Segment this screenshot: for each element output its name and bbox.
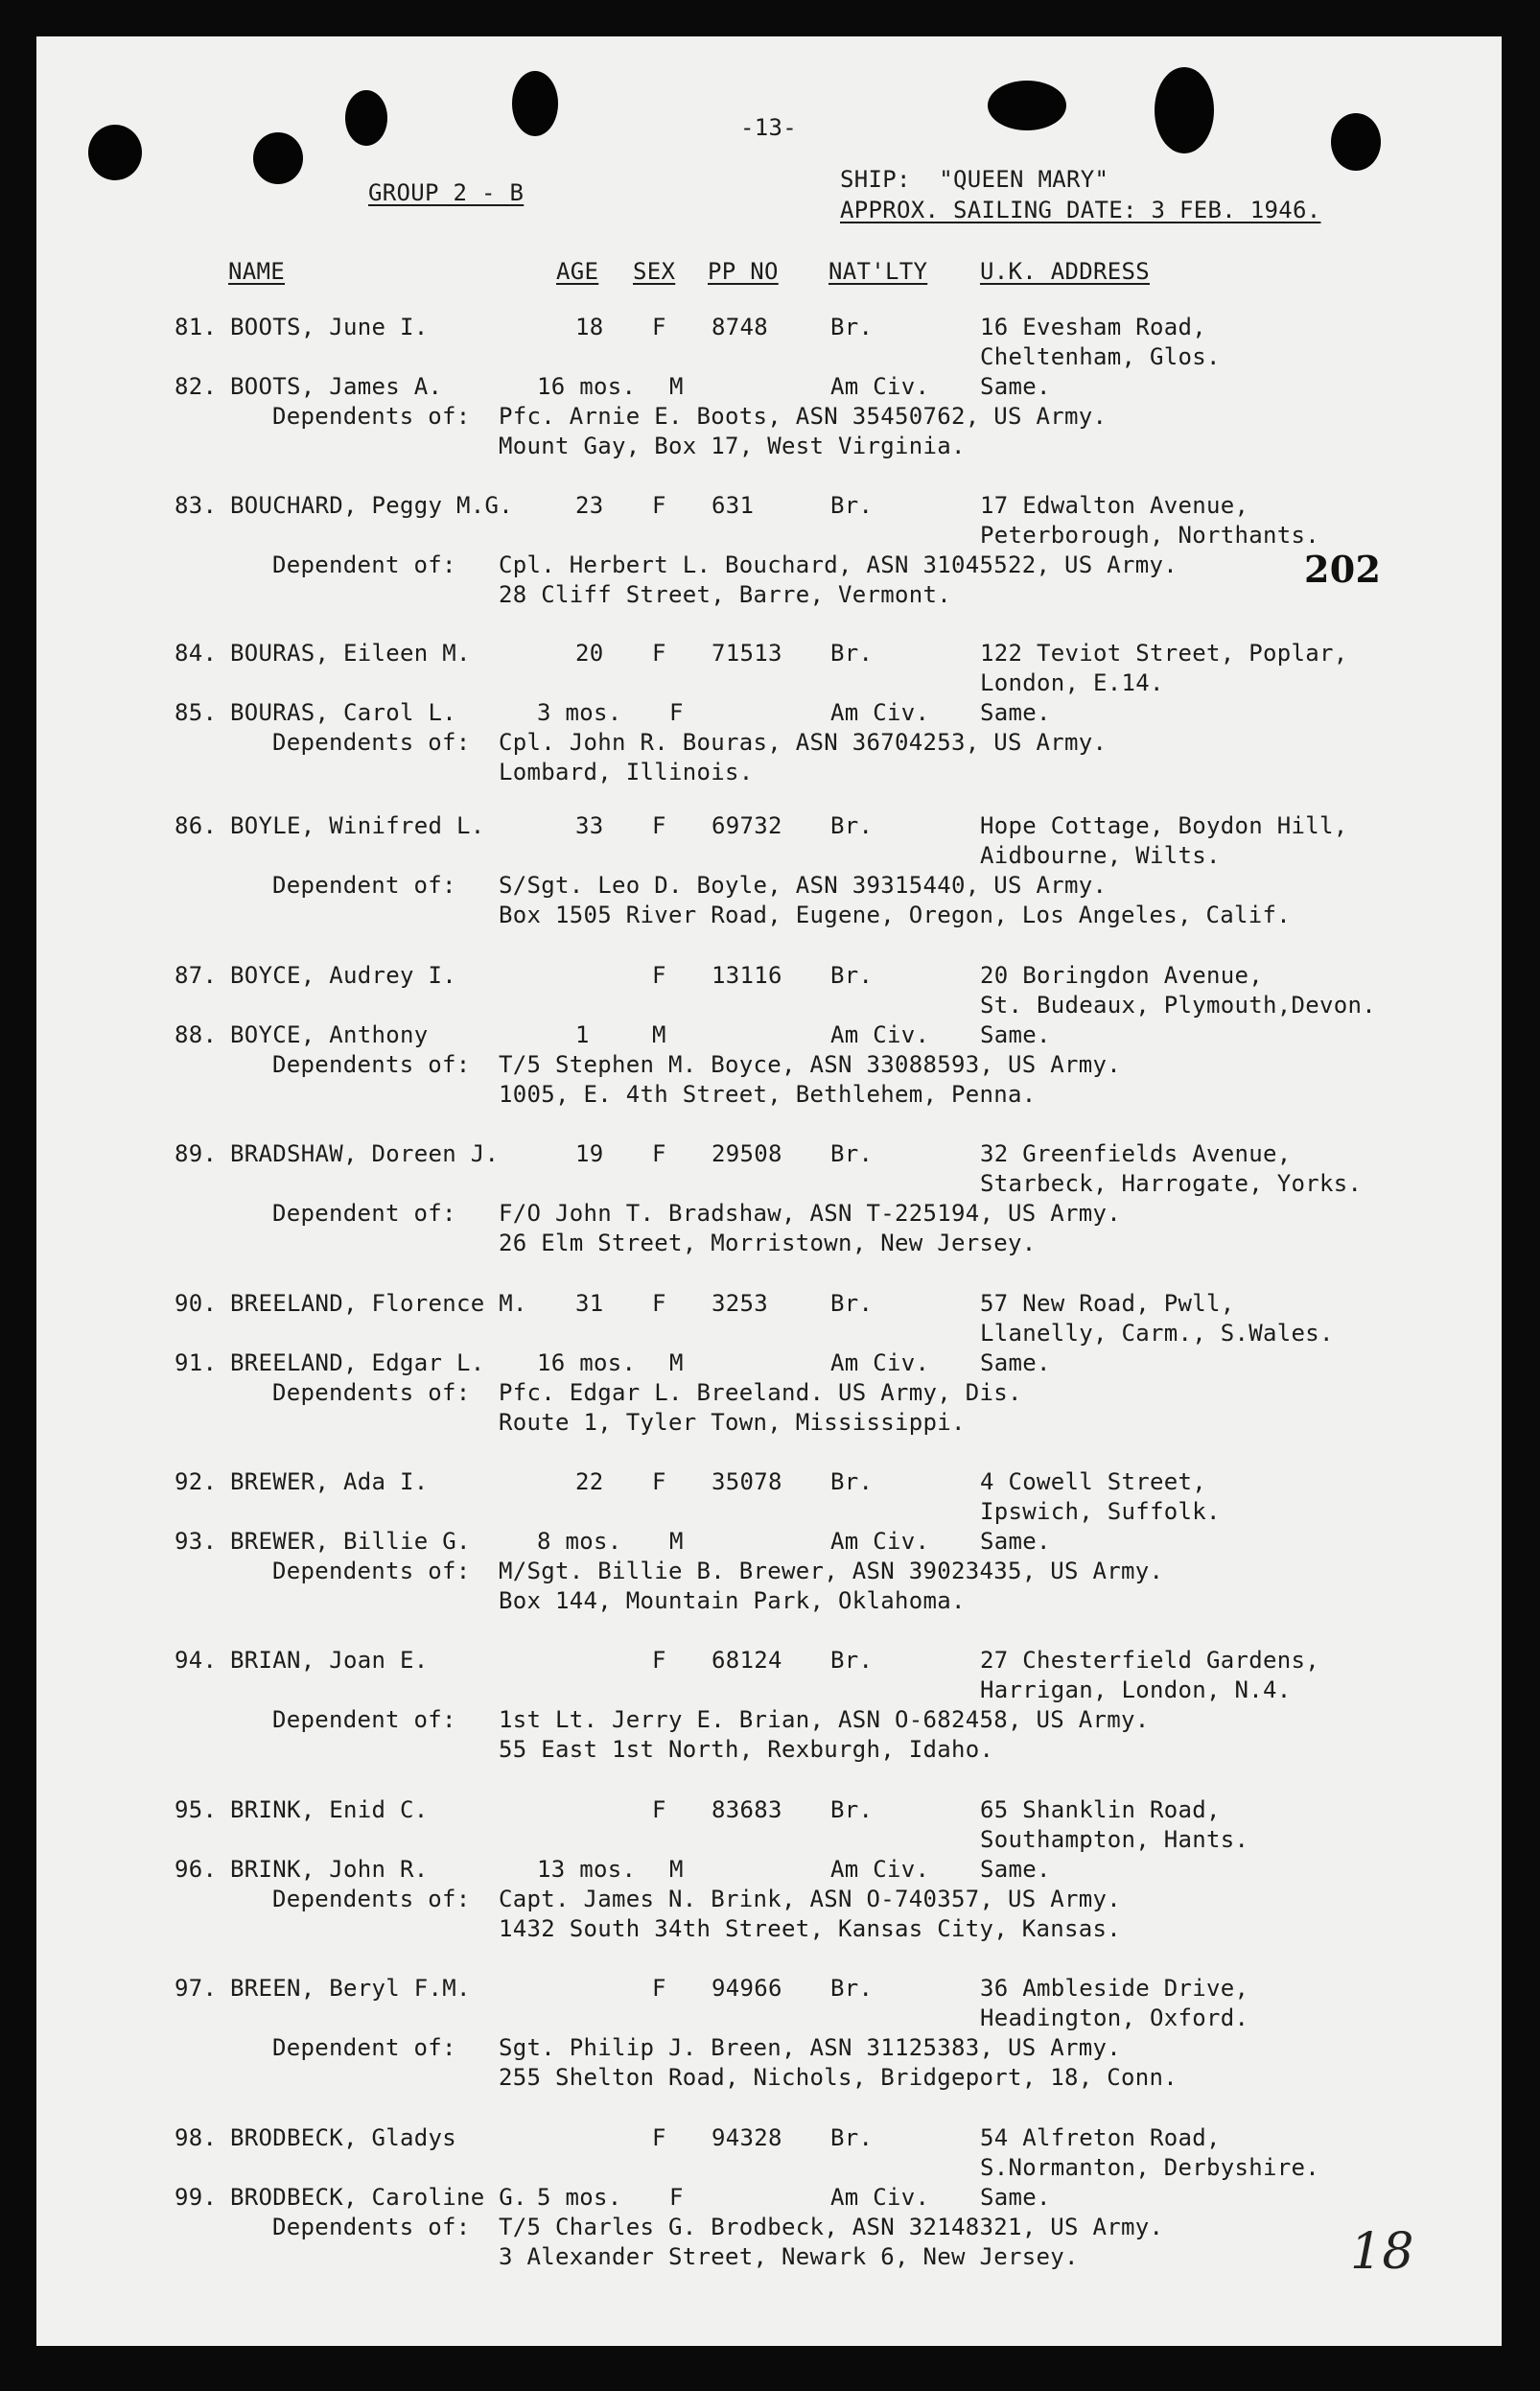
row-number: 94.	[175, 1647, 218, 1674]
passenger-name: BREELAND, Florence M.	[230, 1290, 527, 1317]
passenger-name: BOUCHARD, Peggy M.G.	[230, 492, 513, 519]
passport-number: 35078	[712, 1468, 782, 1495]
row-number: 98.	[175, 2124, 218, 2151]
passenger-sex: F	[652, 314, 666, 340]
uk-address-line: Harrigan, London, N.4.	[980, 1676, 1292, 1703]
passenger-sex: F	[652, 1647, 666, 1674]
dependent-label: Dependent of:	[272, 872, 456, 899]
ship-line: SHIP: "QUEEN MARY"	[840, 166, 1109, 193]
passenger-sex: F	[652, 1468, 666, 1495]
nationality: Am Civ.	[830, 2184, 930, 2211]
passenger-name: BREWER, Billie G.	[230, 1528, 471, 1555]
passenger-age: 3 mos.	[537, 699, 622, 726]
passenger-name: BOOTS, James A.	[230, 373, 443, 400]
uk-address-line: Same.	[980, 1528, 1051, 1555]
sailing-date-line: APPROX. SAILING DATE: 3 FEB. 1946.	[840, 197, 1321, 223]
uk-address-line: Same.	[980, 1349, 1051, 1376]
passenger-sex: M	[652, 1021, 666, 1048]
nationality: Br.	[830, 1796, 874, 1823]
uk-address-line: 32 Greenfields Avenue,	[980, 1140, 1292, 1167]
dependent-of-line: 26 Elm Street, Morristown, New Jersey.	[499, 1230, 1037, 1256]
nationality: Am Civ.	[830, 373, 930, 400]
passenger-age: 1	[575, 1021, 590, 1048]
row-number: 91.	[175, 1349, 218, 1376]
dependent-label: Dependents of:	[272, 1379, 471, 1406]
dependent-label: Dependent of:	[272, 551, 456, 578]
passport-number: 71513	[712, 640, 782, 667]
dependent-of-line: Pfc. Edgar L. Breeland. US Army, Dis.	[499, 1379, 1022, 1406]
dependent-of-line: Route 1, Tyler Town, Mississippi.	[499, 1409, 966, 1436]
passenger-name: BREEN, Beryl F.M.	[230, 1975, 471, 2002]
nationality: Br.	[830, 962, 874, 989]
dependent-of-line: Cpl. John R. Bouras, ASN 36704253, US Army.	[499, 729, 1108, 756]
punch-hole	[1155, 67, 1214, 153]
passenger-name: BREELAND, Edgar L.	[230, 1349, 485, 1376]
dependent-of-line: 55 East 1st North, Rexburgh, Idaho.	[499, 1736, 994, 1763]
passenger-sex: F	[669, 2184, 684, 2211]
passenger-sex: F	[652, 1975, 666, 2002]
punch-hole	[1331, 113, 1381, 171]
group-label: GROUP 2 - B	[368, 179, 525, 206]
uk-address-line: Headington, Oxford.	[980, 2004, 1249, 2031]
dependent-of-line: Box 144, Mountain Park, Oklahoma.	[499, 1587, 966, 1614]
passenger-name: BOOTS, June I.	[230, 314, 429, 340]
column-header-age: AGE	[556, 258, 599, 285]
nationality: Br.	[830, 1140, 874, 1167]
uk-address-line: Hope Cottage, Boydon Hill,	[980, 812, 1348, 839]
uk-address-line: S.Normanton, Derbyshire.	[980, 2154, 1319, 2181]
row-number: 90.	[175, 1290, 218, 1317]
page-number: -13-	[740, 114, 797, 141]
uk-address-line: Same.	[980, 1021, 1051, 1048]
nationality: Br.	[830, 314, 874, 340]
punch-hole	[988, 81, 1066, 130]
passport-number: 94966	[712, 1975, 782, 2002]
dependent-label: Dependents of:	[272, 1051, 471, 1078]
row-number: 89.	[175, 1140, 218, 1167]
passenger-age: 8 mos.	[537, 1528, 622, 1555]
uk-address-line: Ipswich, Suffolk.	[980, 1498, 1221, 1525]
column-header-nationality: NAT'LTY	[828, 258, 928, 285]
passenger-name: BOYLE, Winifred L.	[230, 812, 485, 839]
uk-address-line: St. Budeaux, Plymouth,Devon.	[980, 992, 1376, 1019]
column-header-address: U.K. ADDRESS	[980, 258, 1150, 285]
dependent-of-line: 1005, E. 4th Street, Bethlehem, Penna.	[499, 1081, 1037, 1108]
dependent-label: Dependent of:	[272, 1706, 456, 1733]
nationality: Am Civ.	[830, 1528, 930, 1555]
passenger-age: 18	[575, 314, 604, 340]
passenger-age: 31	[575, 1290, 604, 1317]
dependent-label: Dependents of:	[272, 403, 471, 430]
dependent-of-line: 255 Shelton Road, Nichols, Bridgeport, 18, Conn.	[499, 2064, 1178, 2091]
uk-address-line: Starbeck, Harrogate, Yorks.	[980, 1170, 1363, 1197]
uk-address-line: Same.	[980, 699, 1051, 726]
passenger-age: 20	[575, 640, 604, 667]
dependent-of-line: Sgt. Philip J. Breen, ASN 31125383, US Army.	[499, 2034, 1121, 2061]
dependent-of-line: Capt. James N. Brink, ASN O-740357, US Army.	[499, 1886, 1121, 1912]
row-number: 95.	[175, 1796, 218, 1823]
passenger-sex: F	[652, 812, 666, 839]
passenger-age: 22	[575, 1468, 604, 1495]
row-number: 85.	[175, 699, 218, 726]
nationality: Am Civ.	[830, 1021, 930, 1048]
passenger-sex: M	[669, 373, 684, 400]
punch-hole	[512, 71, 558, 136]
passport-number: 83683	[712, 1796, 782, 1823]
row-number: 99.	[175, 2184, 218, 2211]
dependent-of-line: Pfc. Arnie E. Boots, ASN 35450762, US Army.	[499, 403, 1108, 430]
passenger-age: 5 mos.	[537, 2184, 622, 2211]
passenger-sex: M	[669, 1349, 684, 1376]
row-number: 96.	[175, 1856, 218, 1883]
row-number: 93.	[175, 1528, 218, 1555]
uk-address-line: Aidbourne, Wilts.	[980, 842, 1221, 869]
row-number: 83.	[175, 492, 218, 519]
passport-number: 68124	[712, 1647, 782, 1674]
passport-number: 13116	[712, 962, 782, 989]
column-header-name: NAME	[228, 258, 285, 285]
dependent-of-line: 28 Cliff Street, Barre, Vermont.	[499, 581, 951, 608]
row-number: 81.	[175, 314, 218, 340]
row-number: 88.	[175, 1021, 218, 1048]
uk-address-line: Same.	[980, 2184, 1051, 2211]
passenger-sex: M	[669, 1528, 684, 1555]
passenger-sex: F	[652, 1796, 666, 1823]
dependent-label: Dependents of:	[272, 2214, 471, 2240]
passenger-sex: F	[652, 492, 666, 519]
nationality: Br.	[830, 1290, 874, 1317]
passport-number: 69732	[712, 812, 782, 839]
passenger-name: BREWER, Ada I.	[230, 1468, 429, 1495]
passenger-age: 16 mos.	[537, 1349, 637, 1376]
passport-number: 631	[712, 492, 755, 519]
dependent-of-line: T/5 Stephen M. Boyce, ASN 33088593, US Army.	[499, 1051, 1121, 1078]
nationality: Am Civ.	[830, 699, 930, 726]
uk-address-line: 36 Ambleside Drive,	[980, 1975, 1249, 2002]
punch-hole	[253, 132, 303, 184]
dependent-of-line: Cpl. Herbert L. Bouchard, ASN 31045522, US Army.	[499, 551, 1178, 578]
stamp-number: 202	[1304, 548, 1382, 591]
dependent-label: Dependent of:	[272, 2034, 456, 2061]
handwritten-number: 18	[1350, 2223, 1414, 2281]
uk-address-line: Peterborough, Northants.	[980, 522, 1319, 549]
column-header-pp-no: PP NO	[708, 258, 779, 285]
uk-address-line: 122 Teviot Street, Poplar,	[980, 640, 1348, 667]
row-number: 97.	[175, 1975, 218, 2002]
passenger-name: BOYCE, Anthony	[230, 1021, 429, 1048]
passenger-age: 13 mos.	[537, 1856, 637, 1883]
uk-address-line: 27 Chesterfield Gardens,	[980, 1647, 1319, 1674]
row-number: 86.	[175, 812, 218, 839]
dependent-of-line: Box 1505 River Road, Eugene, Oregon, Los Angeles, Calif.	[499, 902, 1291, 928]
passenger-sex: F	[652, 1290, 666, 1317]
nationality: Am Civ.	[830, 1349, 930, 1376]
dependent-label: Dependent of:	[272, 1200, 456, 1227]
passport-number: 29508	[712, 1140, 782, 1167]
uk-address-line: Cheltenham, Glos.	[980, 343, 1221, 370]
uk-address-line: Southampton, Hants.	[980, 1826, 1249, 1853]
passport-number: 8748	[712, 314, 768, 340]
passenger-name: BRODBECK, Gladys	[230, 2124, 456, 2151]
passenger-sex: F	[652, 640, 666, 667]
dependent-of-line: 1st Lt. Jerry E. Brian, ASN O-682458, US Army.	[499, 1706, 1150, 1733]
uk-address-line: 4 Cowell Street,	[980, 1468, 1206, 1495]
passenger-age: 19	[575, 1140, 604, 1167]
passenger-sex: F	[652, 2124, 666, 2151]
punch-hole	[88, 125, 142, 180]
nationality: Br.	[830, 1468, 874, 1495]
passenger-name: BOURAS, Carol L.	[230, 699, 456, 726]
uk-address-line: 17 Edwalton Avenue,	[980, 492, 1249, 519]
passenger-name: BRODBECK, Caroline G.	[230, 2184, 527, 2211]
punch-hole	[345, 90, 387, 146]
dependent-of-line: 1432 South 34th Street, Kansas City, Kansas.	[499, 1915, 1121, 1942]
passport-number: 3253	[712, 1290, 768, 1317]
dependent-of-line: Mount Gay, Box 17, West Virginia.	[499, 433, 966, 459]
nationality: Br.	[830, 1647, 874, 1674]
dependent-of-line: T/5 Charles G. Brodbeck, ASN 32148321, US Army.	[499, 2214, 1164, 2240]
uk-address-line: Same.	[980, 373, 1051, 400]
passenger-name: BOYCE, Audrey I.	[230, 962, 456, 989]
nationality: Br.	[830, 812, 874, 839]
dependent-label: Dependents of:	[272, 729, 471, 756]
uk-address-line: 57 New Road, Pwll,	[980, 1290, 1235, 1317]
passenger-name: BRINK, John R.	[230, 1856, 429, 1883]
uk-address-line: 65 Shanklin Road,	[980, 1796, 1221, 1823]
passenger-sex: F	[652, 1140, 666, 1167]
nationality: Br.	[830, 1975, 874, 2002]
column-header-sex: SEX	[633, 258, 676, 285]
uk-address-line: 16 Evesham Road,	[980, 314, 1206, 340]
passenger-age: 16 mos.	[537, 373, 637, 400]
dependent-of-line: Lombard, Illinois.	[499, 759, 754, 785]
nationality: Br.	[830, 2124, 874, 2151]
nationality: Am Civ.	[830, 1856, 930, 1883]
uk-address-line: 54 Alfreton Road,	[980, 2124, 1221, 2151]
passenger-name: BRADSHAW, Doreen J.	[230, 1140, 500, 1167]
passport-number: 94328	[712, 2124, 782, 2151]
row-number: 92.	[175, 1468, 218, 1495]
passenger-age: 33	[575, 812, 604, 839]
passenger-sex: F	[652, 962, 666, 989]
nationality: Br.	[830, 640, 874, 667]
dependent-of-line: 3 Alexander Street, Newark 6, New Jersey.	[499, 2243, 1079, 2270]
uk-address-line: Same.	[980, 1856, 1051, 1883]
passenger-age: 23	[575, 492, 604, 519]
passenger-name: BRINK, Enid C.	[230, 1796, 429, 1823]
dependent-of-line: F/O John T. Bradshaw, ASN T-225194, US Army.	[499, 1200, 1121, 1227]
row-number: 82.	[175, 373, 218, 400]
uk-address-line: London, E.14.	[980, 669, 1164, 696]
passenger-name: BRIAN, Joan E.	[230, 1647, 429, 1674]
dependent-of-line: S/Sgt. Leo D. Boyle, ASN 39315440, US Army.	[499, 872, 1108, 899]
dependent-of-line: M/Sgt. Billie B. Brewer, ASN 39023435, US Army.	[499, 1558, 1164, 1584]
passenger-name: BOURAS, Eileen M.	[230, 640, 471, 667]
dependent-label: Dependents of:	[272, 1886, 471, 1912]
row-number: 87.	[175, 962, 218, 989]
row-number: 84.	[175, 640, 218, 667]
passenger-sex: F	[669, 699, 684, 726]
uk-address-line: 20 Boringdon Avenue,	[980, 962, 1263, 989]
uk-address-line: Llanelly, Carm., S.Wales.	[980, 1320, 1334, 1347]
passenger-sex: M	[669, 1856, 684, 1883]
dependent-label: Dependents of:	[272, 1558, 471, 1584]
nationality: Br.	[830, 492, 874, 519]
